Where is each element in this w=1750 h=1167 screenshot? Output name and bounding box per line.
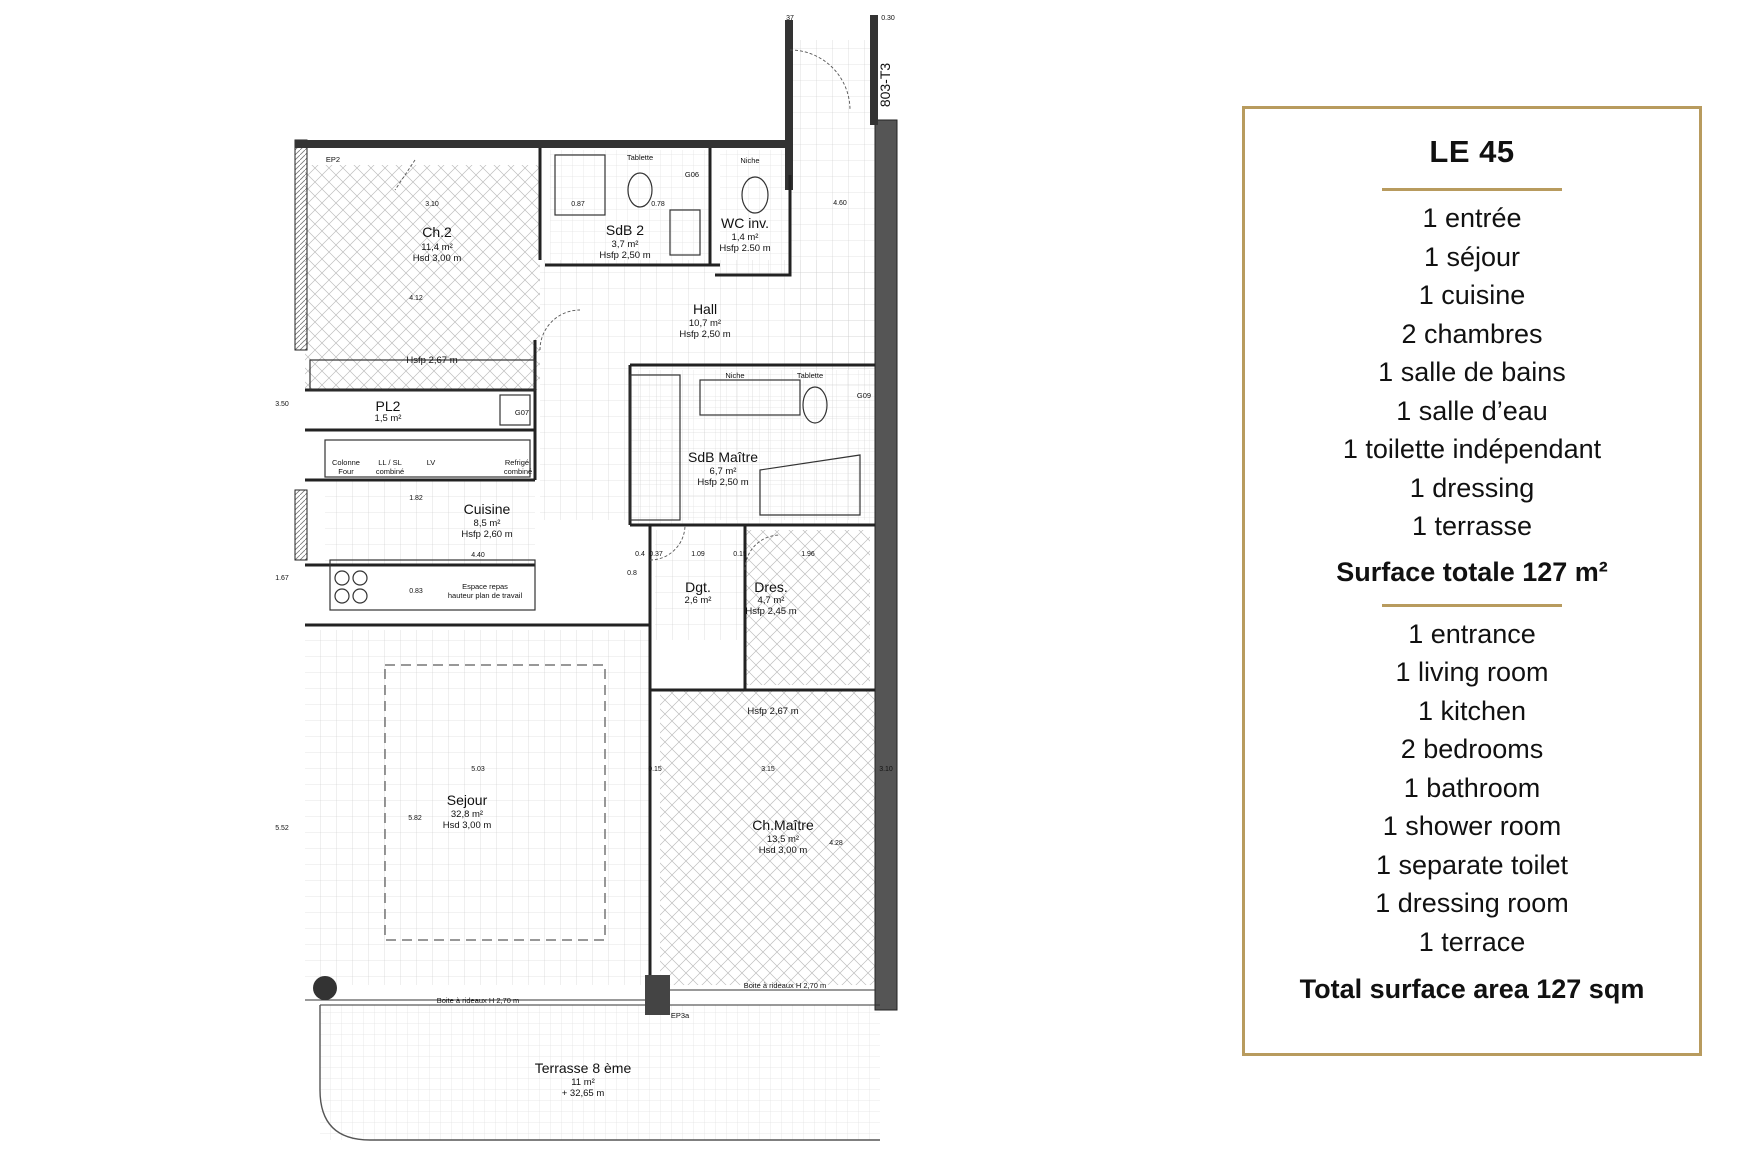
list-item: 1 bathroom [1403, 772, 1541, 803]
list-item: 1 terrace [1418, 926, 1526, 957]
svg-text:EP2: EP2 [325, 155, 341, 164]
svg-text:G06: G06 [684, 170, 700, 179]
svg-text:Tablette: Tablette [626, 153, 654, 162]
svg-text:0.4: 0.4 [635, 551, 645, 558]
svg-text:1,4 m²: 1,4 m² [731, 232, 759, 243]
room-dgt [685, 579, 712, 606]
unit-ref: 803-T3 [877, 62, 893, 108]
svg-text:Four: Four [338, 467, 354, 476]
svg-text:0.15: 0.15 [648, 766, 662, 773]
svg-text:5.52: 5.52 [275, 825, 289, 832]
svg-text:Tablette: Tablette [796, 371, 824, 380]
list-item: 1 entrée [1422, 203, 1522, 234]
language-divider [1382, 604, 1562, 607]
svg-text:0.15: 0.15 [733, 551, 747, 558]
list-item: 1 cuisine [1418, 280, 1526, 311]
sdbm-floor [630, 370, 875, 525]
svg-text:Sejour: Sejour [446, 792, 488, 808]
svg-text:2,6 m²: 2,6 m² [684, 595, 712, 606]
svg-text:4.12: 4.12 [409, 295, 423, 302]
svg-text:Colonne: Colonne [332, 458, 360, 467]
svg-text:0.8: 0.8 [627, 570, 637, 577]
svg-text:0.37: 0.37 [649, 551, 663, 558]
room-pl2 [375, 398, 402, 424]
list-item: 1 séjour [1423, 241, 1521, 272]
list-item: 1 toilette indépendant [1342, 434, 1602, 465]
svg-text:Hsd 3,00 m: Hsd 3,00 m [412, 253, 462, 264]
french-room-list [1245, 199, 1699, 546]
west-wall-top [295, 140, 307, 350]
svg-text:Hsfp 2,67 m: Hsfp 2,67 m [406, 355, 458, 366]
list-item: 1 shower room [1382, 811, 1562, 842]
svg-text:Espace repas: Espace repas [462, 582, 508, 591]
svg-text:0.87: 0.87 [571, 201, 585, 208]
svg-text:Boite à rideaux H 2,70 m: Boite à rideaux H 2,70 m [436, 996, 520, 1005]
info-panel [1242, 106, 1702, 1056]
svg-text:hauteur plan de travail: hauteur plan de travail [447, 591, 523, 600]
svg-text:1.09: 1.09 [691, 551, 705, 558]
svg-text:Refrigé.: Refrigé. [504, 458, 532, 467]
svg-text:13,5 m²: 13,5 m² [766, 834, 800, 845]
east-wall [875, 120, 897, 1010]
entry-wall-left [785, 20, 793, 190]
svg-text:LV: LV [426, 458, 436, 467]
facade-lines [305, 990, 880, 1005]
list-item: 1 kitchen [1417, 695, 1527, 726]
svg-text:4,7 m²: 4,7 m² [757, 595, 785, 606]
svg-text:combiné: combiné [503, 467, 533, 476]
svg-text:+ 32,65 m: + 32,65 m [561, 1088, 605, 1099]
svg-text:Hsd 3,00 m: Hsd 3,00 m [758, 845, 808, 856]
svg-text:1.82: 1.82 [409, 495, 423, 502]
kitchen-floor [325, 480, 535, 565]
list-item: 1 separate toilet [1375, 849, 1569, 880]
svg-text:37: 37 [786, 15, 794, 22]
svg-text:Hsd 3,00 m: Hsd 3,00 m [442, 820, 492, 831]
svg-text:PL2: PL2 [375, 398, 401, 414]
svg-text:G07: G07 [514, 408, 530, 417]
svg-text:32,8 m²: 32,8 m² [450, 809, 484, 820]
column-marker [313, 976, 337, 1000]
list-item: 1 dressing room [1375, 888, 1569, 919]
svg-text:SdB Maître: SdB Maître [687, 449, 759, 465]
list-item: 2 bedrooms [1400, 734, 1544, 765]
svg-text:5.03: 5.03 [471, 766, 485, 773]
svg-text:G09: G09 [856, 391, 872, 400]
svg-text:0.83: 0.83 [409, 588, 423, 595]
svg-text:Terrasse 8 ème: Terrasse 8 ème [534, 1060, 632, 1076]
svg-text:LL / SL: LL / SL [378, 458, 402, 467]
list-item: 1 living room [1395, 657, 1549, 688]
svg-text:SdB 2: SdB 2 [605, 222, 645, 238]
english-room-list [1245, 615, 1699, 962]
apartment-title: LE 45 [1429, 134, 1515, 169]
svg-text:10,7 m²: 10,7 m² [688, 318, 722, 329]
list-item: 2 chambres [1401, 318, 1543, 349]
svg-text:Hsfp 2,50 m: Hsfp 2,50 m [697, 477, 749, 488]
list-item: 1 salle de bains [1378, 357, 1566, 388]
svg-text:0.30: 0.30 [881, 15, 895, 22]
svg-text:Hsfp 2,50 m: Hsfp 2,50 m [599, 250, 651, 261]
svg-text:combiné: combiné [375, 467, 405, 476]
svg-text:Hsfp 2.50 m: Hsfp 2.50 m [719, 243, 771, 254]
svg-text:4.40: 4.40 [471, 552, 485, 559]
svg-text:6,7 m²: 6,7 m² [709, 466, 737, 477]
svg-text:11 m²: 11 m² [571, 1077, 595, 1088]
svg-text:Niche: Niche [725, 371, 745, 380]
svg-text:WC inv.: WC inv. [721, 215, 769, 231]
svg-text:Ch.2: Ch.2 [422, 224, 452, 240]
svg-text:1,5 m²: 1,5 m² [374, 413, 402, 424]
svg-text:Hsfp 2,67 m: Hsfp 2,67 m [747, 706, 799, 717]
svg-text:3.10: 3.10 [425, 201, 439, 208]
svg-text:Ch.Maître: Ch.Maître [752, 817, 814, 833]
svg-text:4.28: 4.28 [829, 840, 843, 847]
svg-text:Hsfp 2,60 m: Hsfp 2,60 m [461, 529, 513, 540]
french-total-surface: Surface totale 127 m² [1336, 556, 1608, 587]
svg-text:Dres.: Dres. [754, 579, 788, 595]
list-item: 1 dressing [1409, 472, 1535, 503]
svg-text:3.10: 3.10 [879, 766, 893, 773]
svg-text:Dgt.: Dgt. [685, 579, 711, 595]
terrace-post [645, 975, 670, 1015]
west-wall-mid [295, 490, 307, 560]
title-divider [1382, 188, 1562, 191]
list-item: 1 salle d’eau [1396, 395, 1548, 426]
svg-text:1.96: 1.96 [801, 551, 815, 558]
svg-text:0.78: 0.78 [651, 201, 665, 208]
north-wall [295, 140, 790, 148]
svg-text:Hall: Hall [692, 301, 718, 317]
svg-text:EP3a: EP3a [670, 1011, 690, 1020]
svg-text:5.82: 5.82 [408, 815, 422, 822]
list-item: 1 entrance [1408, 618, 1536, 649]
svg-text:8,5 m²: 8,5 m² [473, 518, 501, 529]
svg-text:1.67: 1.67 [275, 575, 289, 582]
svg-text:Hsfp 2,50 m: Hsfp 2,50 m [679, 329, 731, 340]
svg-text:Boite à rideaux H 2,70 m: Boite à rideaux H 2,70 m [743, 981, 827, 990]
svg-text:Cuisine: Cuisine [463, 501, 511, 517]
svg-text:3,7 m²: 3,7 m² [611, 239, 639, 250]
svg-text:3.15: 3.15 [761, 766, 775, 773]
svg-text:4.60: 4.60 [833, 200, 847, 207]
list-item: 1 terrasse [1411, 511, 1533, 542]
svg-text:3.50: 3.50 [275, 401, 289, 408]
svg-text:Hsfp 2,45 m: Hsfp 2,45 m [745, 606, 797, 617]
svg-text:Niche: Niche [740, 156, 760, 165]
svg-text:11,4 m²: 11,4 m² [421, 242, 453, 253]
english-total-surface: Total surface area 127 sqm [1299, 974, 1645, 1005]
